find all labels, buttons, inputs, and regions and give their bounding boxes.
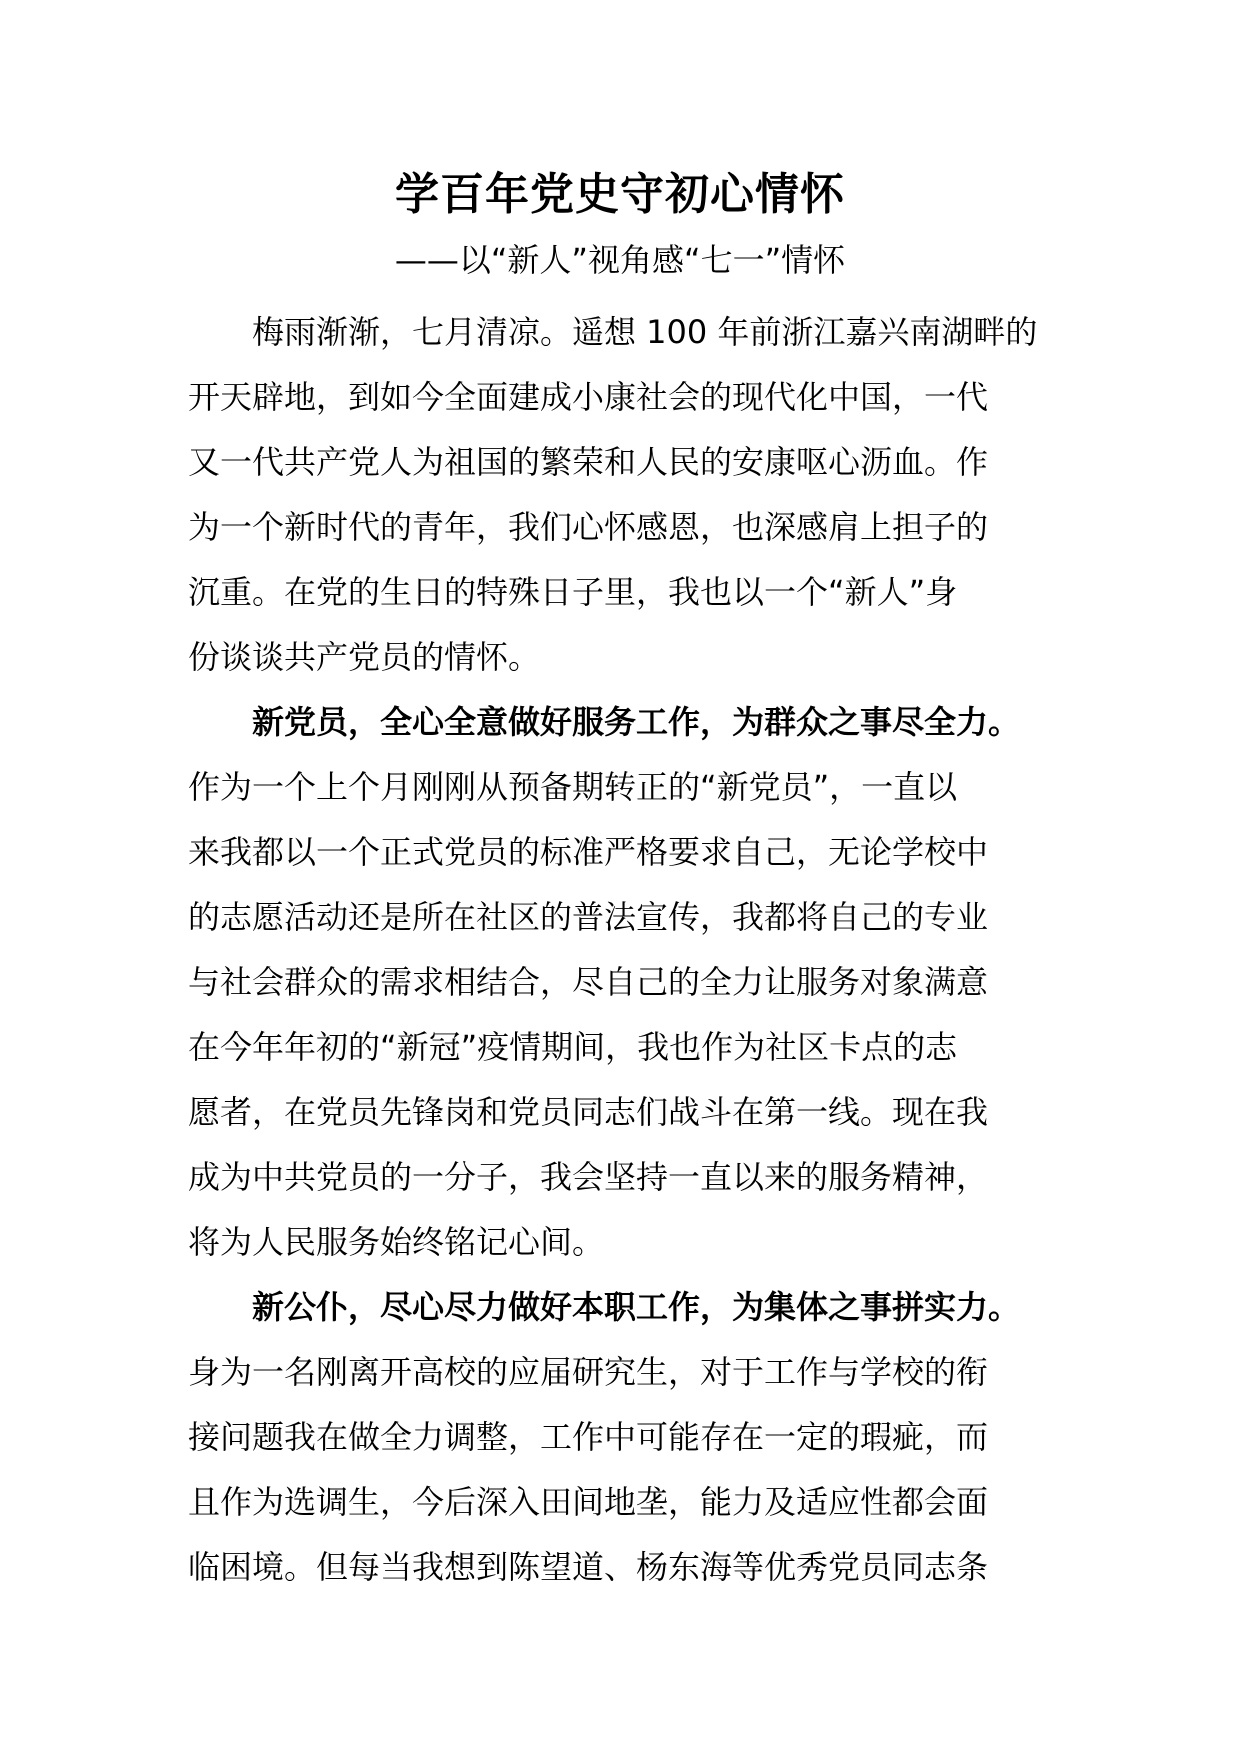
paragraph-line: 身为一名刚离开高校的应届研究生，对于工作与学校的衔	[188, 1353, 989, 1391]
paragraph-line: 开天辟地，到如今全面建成小康社会的现代化中国，一代	[188, 378, 989, 416]
section-heading: 新党员，全心全意做好服务工作，为群众之事尽全力。	[252, 703, 1021, 741]
paragraph-line: 将为人民服务始终铭记心间。	[188, 1223, 605, 1261]
paragraph-line: 沉重。在党的生日的特殊日子里，我也以一个“新人”身	[188, 573, 958, 611]
section-heading: 新公仆，尽心尽力做好本职工作，为集体之事拼实力。	[252, 1288, 1021, 1326]
paragraph-line: 作为一个上个月刚刚从预备期转正的“新党员”，一直以	[188, 768, 958, 806]
paragraph-line: 成为中共党员的一分子，我会坚持一直以来的服务精神，	[188, 1158, 989, 1196]
paragraph-line: 份谈谈共产党员的情怀。	[188, 638, 541, 676]
paragraph-line: 又一代共产党人为祖国的繁荣和人民的安康呕心沥血。作	[188, 443, 989, 481]
paragraph-line: 的志愿活动还是所在社区的普法宣传，我都将自己的专业	[188, 898, 989, 936]
document-body	[188, 300, 1068, 1600]
paragraph-line: 且作为选调生，今后深入田间地垄，能力及适应性都会面	[188, 1483, 989, 1521]
document-title: 学百年党史守初心情怀	[395, 169, 845, 220]
paragraph-line: 来我都以一个正式党员的标准严格要求自己，无论学校中	[188, 833, 989, 871]
paragraph-line: 与社会群众的需求相结合，尽自己的全力让服务对象满意	[188, 963, 989, 1001]
paragraph-line: 在今年年初的“新冠”疫情期间，我也作为社区卡点的志	[188, 1028, 958, 1066]
paragraph-line: 梅雨渐渐，七月清凉。遥想 100 年前浙江嘉兴南湖畔的	[252, 313, 1038, 351]
paragraph-line: 临困境。但每当我想到陈望道、杨东海等优秀党员同志条	[188, 1548, 989, 1586]
paragraph-line: 接问题我在做全力调整，工作中可能存在一定的瑕疵，而	[188, 1418, 989, 1456]
paragraph-line: 愿者，在党员先锋岗和党员同志们战斗在第一线。现在我	[188, 1093, 989, 1131]
document-subtitle: ——以“新人”视角感“七一”情怀	[394, 241, 846, 279]
paragraph-line: 为一个新时代的青年，我们心怀感恩，也深感肩上担子的	[188, 508, 989, 546]
